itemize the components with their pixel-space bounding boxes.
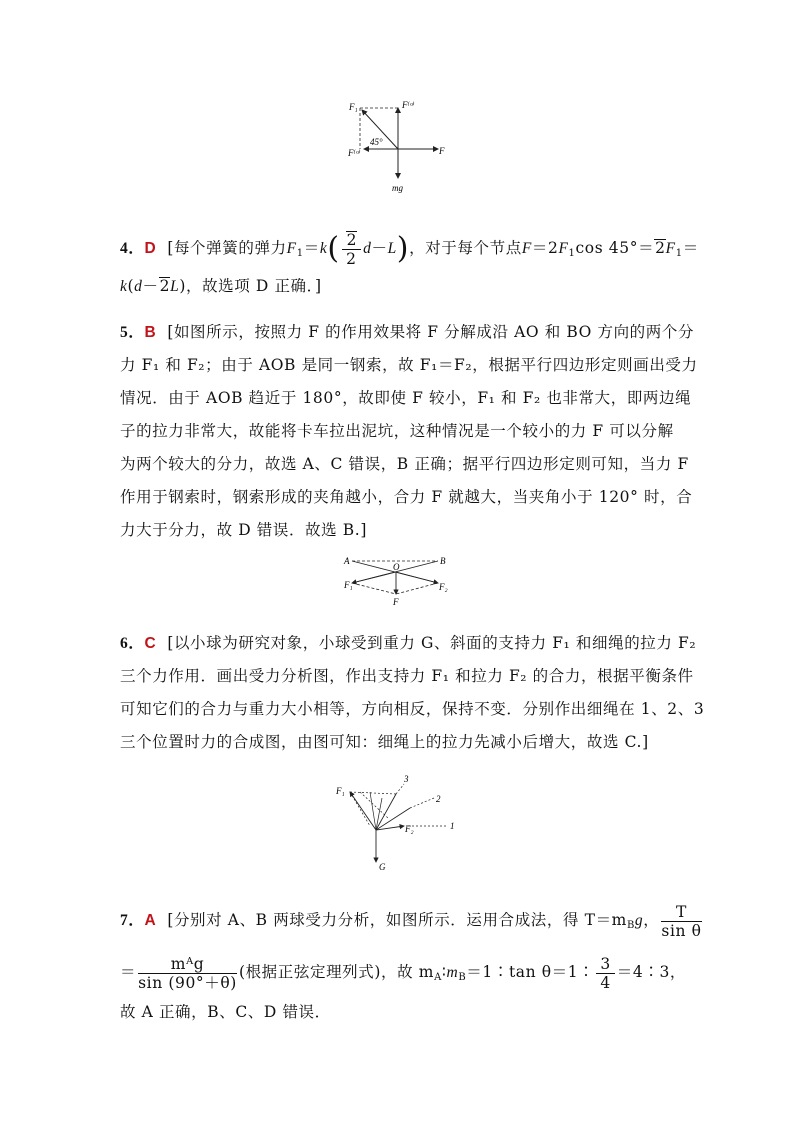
label-f2: F₂ <box>439 582 448 592</box>
q7-text-2a: (根据正弦定理列式)，故 m <box>238 963 435 981</box>
label-f: F <box>393 597 399 607</box>
q4-line-1: 4．D [每个弹簧的弹力$F_1=k$( $\frac{2}{2}$ d－L)，对于每个节点$F=2F_1\cos$ $45^\circ=2F_1=$ <box>120 230 699 268</box>
q6-number: 6． <box>120 635 145 652</box>
q7-frac-3: $\frac{3}{4}$ <box>596 955 614 992</box>
q7-line-1: 7．A [分别对 A、B 两球受力分析，如图所示．运用合成法，得 $T=m_Bg$， $\frac{T}{\text{sin θ}}$ <box>120 902 702 940</box>
dash-top <box>350 792 396 794</box>
q7-line-2: ＝ $\frac{\text{mᴬg}}{\sin (90^\circ+\theta)}$ (根据正弦定理列式)，故 $m_A∶m_B=1∶\tan$ θ＝1∶ $\frac{3}{4}$ ＝4∶3， <box>120 954 687 992</box>
force-diagram-3-svg <box>330 770 470 875</box>
force-diagram-2 <box>340 550 460 610</box>
force-diagram-2-svg <box>340 550 460 610</box>
q7-frac-2: $\frac{\text{mᴬg}}{\sin (90^\circ+\theta)}$ <box>138 954 237 992</box>
label-f-left: F⁽ᵒ⁾ <box>348 148 361 158</box>
label-f-up: F⁽ᵒ⁾ <box>402 100 415 110</box>
q5-answer: B <box>144 324 157 341</box>
q5-line-5: 为两个较大的分力，故选 A、C 错误，B 正确；据平行四边形定则可知，当力 F <box>120 455 689 473</box>
dash-line-2 <box>410 798 434 808</box>
dash-1 <box>350 792 370 826</box>
rope-3 <box>376 794 396 830</box>
q6-line-3: 可知它们的合力与重力大小相等，方向相反，保持不变．分别作出细绳在 1、2、3 <box>120 700 705 718</box>
q7-answer: A <box>144 912 157 929</box>
label-f1: F₁ <box>336 786 345 796</box>
label-b: B <box>440 556 446 566</box>
label-f1: F₁ <box>349 102 358 112</box>
dash-line-3 <box>396 784 404 794</box>
q6-answer: C <box>144 635 157 652</box>
dash-right <box>396 583 438 594</box>
q5-line-7: 力大于分力，故 D 错误．故选 B.] <box>120 521 367 539</box>
q4-line-2: k(d－2L)，故选项 D 正确．] <box>120 277 322 295</box>
label-f1: F₁ <box>344 580 353 590</box>
q7-line-3: 故 A 正确，B、C、D 错误． <box>120 1003 331 1021</box>
dash-2 <box>360 792 388 818</box>
force-diagram-1-svg <box>340 96 460 196</box>
label-3: 3 <box>404 774 409 784</box>
q7-text-1: [分别对 A、B 两球受力分析，如图所示．运用合成法，得 T＝m <box>167 911 627 929</box>
label-1: 1 <box>450 821 455 831</box>
resultant-1 <box>370 792 376 830</box>
q6-text-1: [以小球为研究对象，小球受到重力 G、斜面的支持力 F₁ 和细绳的拉力 F₂ <box>167 634 697 652</box>
q4-answer: D <box>144 240 157 257</box>
label-f2: F₂ <box>405 824 414 834</box>
label-2: 2 <box>436 794 441 804</box>
dash-left <box>352 583 396 594</box>
label-a: A <box>344 556 350 566</box>
q4-text-a: [每个弹簧的弹力 <box>167 239 287 257</box>
label-mg: mg <box>392 183 403 193</box>
q5-line-2: 力 F₁ 和 F₂；由于 AOB 是同一钢索，故 F₁＝F₂，根据平行四边形定则画出受力 <box>120 356 698 374</box>
label-g: G <box>379 862 386 872</box>
arrow-f2 <box>396 572 438 583</box>
q4-number: 4． <box>120 240 145 257</box>
arrow-f1 <box>350 792 376 830</box>
q7-text-2c: ＝4∶3， <box>616 963 687 981</box>
q7-frac-1: $\frac{T}{\text{sin θ}}$ <box>661 902 702 940</box>
q5-line-4: 子的拉力非常大，故能将卡车拉出泥坑，这种情况是一个较小的力 F 可以分解 <box>120 422 674 440</box>
arrow-f2 <box>376 826 404 830</box>
q4-text-c: ，故选项 D 正确．] <box>185 277 322 295</box>
label-f: F <box>439 146 445 156</box>
q6-line-1 <box>120 633 697 654</box>
label-angle: 45° <box>370 137 383 147</box>
q7-number: 7． <box>120 912 145 929</box>
q4-frac: $\frac{2}{2}$ <box>342 231 361 268</box>
force-diagram-3 <box>330 770 470 875</box>
q5-text-1: [如图所示，按照力 F 的作用效果将 F 分解成沿 AO 和 BO 方向的两个分 <box>167 323 695 341</box>
q5-number: 5． <box>120 324 145 341</box>
q6-line-4: 三个位置时力的合成图，由图可知：细绳上的拉力先减小后增大，故选 C.] <box>120 733 649 751</box>
arrow-f1 <box>352 572 396 583</box>
force-diagram-1 <box>340 96 460 196</box>
q5-line-1 <box>120 322 695 343</box>
q6-line-2: 三个力作用．画出受力分析图，作出支持力 F₁ 和拉力 F₂ 的合力，根据平衡条件 <box>120 667 694 685</box>
q4-text-b: ，对于每个节点 <box>409 239 522 257</box>
q5-line-3: 情况．由于 AOB 趋近于 180°，故即使 F 较小，F₁ 和 F₂ 也非常大，即两边绳 <box>120 389 692 407</box>
label-o: O <box>393 562 400 572</box>
q5-line-6: 作用于钢索时，钢索形成的夹角越小，合力 F 就越大，当夹角小于 120° 时，合 <box>120 488 693 506</box>
q7-text-2b: ＝1∶tan θ＝1∶ <box>466 963 595 981</box>
